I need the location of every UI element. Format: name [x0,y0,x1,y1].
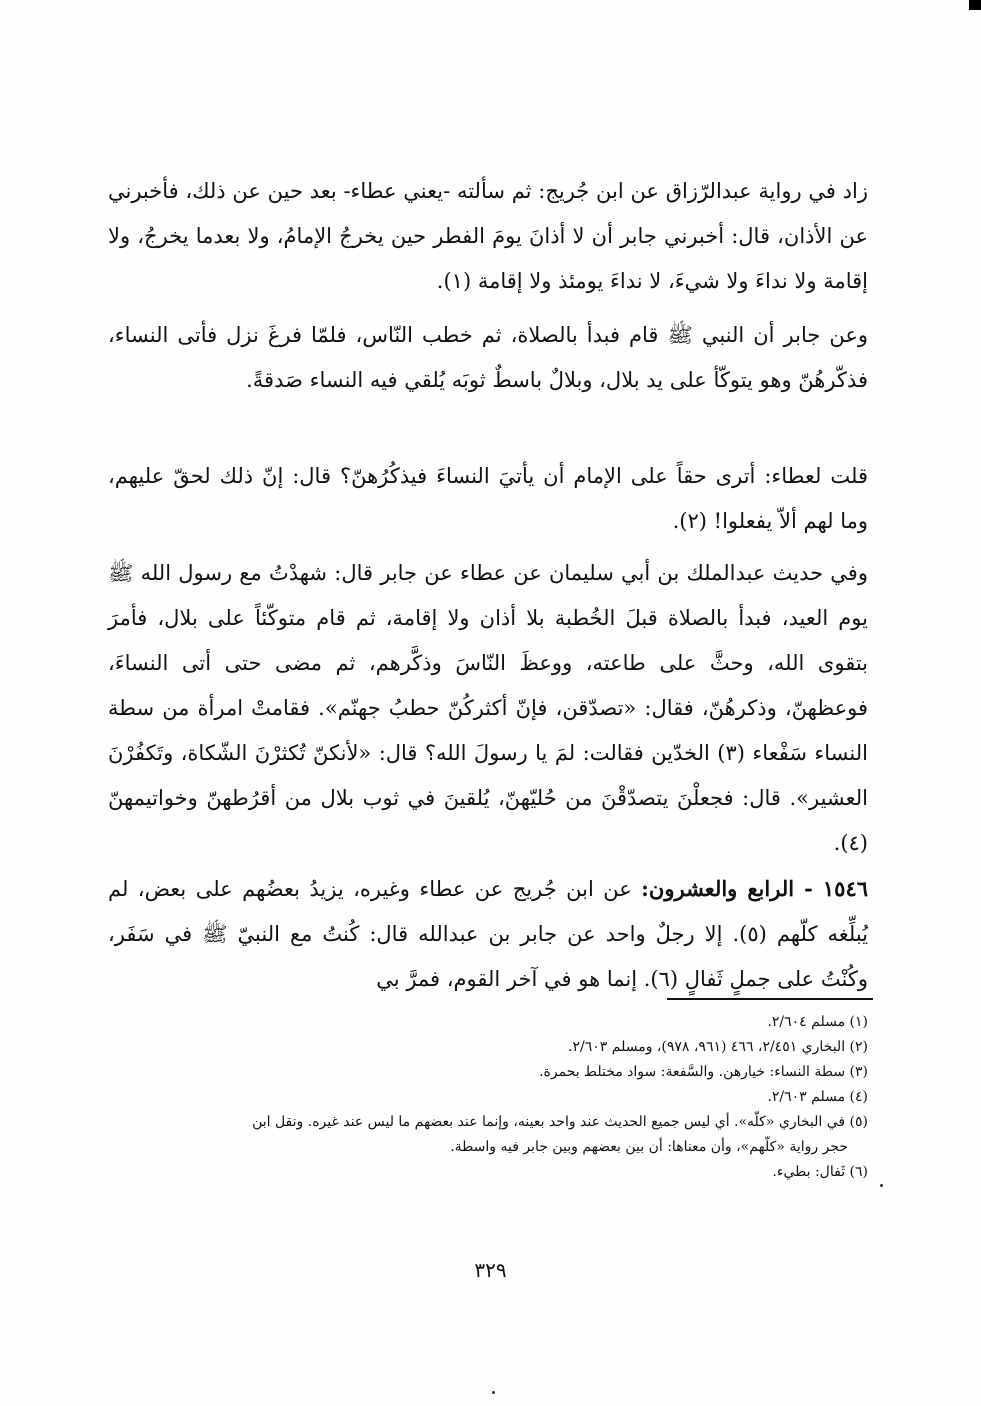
footnote-3: (٣) سطة النساء: خيارهن. والسَّفعة: سواد مختلط بحمرة. [539,1064,868,1080]
hadith-entry-1546 [108,866,868,1002]
hadith-entry-heading: ١٥٤٦ - الرابع والعشرون: [641,876,869,901]
footnote-2: (٢) البخاري ٢/٤٥١، ٤٦٦ (٩٦١، ٩٧٨)، ومسلم ٢/٦٠٣. [568,1039,868,1055]
footnote-1: (١) مسلم ٢/٦٠٤. [767,1014,868,1030]
footnote-separator [667,998,873,1000]
paragraph-2: وعن جابر أن النبي ﷺ قام فبدأ بالصلاة، ثم خطب النّاس، فلمّا فرغَ نزل فأتى النساء، فذكّرهُنّ وهو يتوكّأ على يد بلال، وبلالٌ باسطٌ ثوبَه يُلقي فيه النساء صَدقةً. [108,323,868,392]
footnote-4: (٤) مسلم ٢/٦٠٣. [767,1089,868,1105]
hadith-entry-text: عن ابن جُريج عن عطاء وغيره، يزيدُ بعضُهم على بعض، لم يُبلِّغه كلّهم (٥). إلا رجلٌ واحد عن جابر بن عبدالله قال: كُنتُ مع النبيّ ﷺ في سَفَر، وكُنْتُ على جملٍ ثَفالٍ (٦). إنما هو في آخر القوم، فمرَّ بي [108,877,868,991]
scan-corner-mark [969,0,981,10]
page-number: ٣٢٩ [474,1258,507,1282]
footnote-5-continued: حجر رواية «كلّهم»، وأن معناها: أن بين بعضهم وبين جابر فيه واسطة. [450,1139,848,1155]
paragraph-1: زاد في رواية عبدالرّزاق عن ابن جُريج: ثم سألته -يعني عطاء- بعد حين عن ذلك، فأخبرني عن الأذان، قال: أخبرني جابر أن لا أذانَ يومَ الفطر حين يخرجُ الإمامُ، ولا بعدما يخرجُ، ولا إقامة ولا نداءَ ولا شيءَ، لا نداءَ يومئذ ولا إقامة (١). [108,179,868,293]
paragraph-4: وفي حديث عبدالملك بن أبي سليمان عن عطاء عن جابر قال: شهدْتُ مع رسول الله ﷺ يوم العيد، فبدأ بالصلاة قبلَ الخُطبة بلا أذان ولا إقامة، ثم قام متوكّئاً على بلال، فأمرَ بتقوى الله، وحثَّ على طاعته، ووعظَ النّاسَ وذكَّرهم، ثم مضى حتى أتى النساءَ، فوعظهنّ، وذكرهُنّ، فقال: «تصدّقن، فإنّ أكثركُنّ حطبُ جهنّم». فقامتْ امرأة من سطة النساء سَفْعاء (٣) الخدّين فقالت: لمَ يا رسولَ الله؟ قال: «لأنكنّ تُكثرْنَ الشّكاة، وتَكفُرْنَ العشير». قال: فجعلْنَ يتصدّقْنَ من حُليّهنّ، يُلقينَ في ثوب بلال من أقرُطهنّ وخواتيمهنّ (٤). [108,561,868,855]
paragraph-3: قلت لعطاء: أترى حقاً على الإمام أن يأتيَ النساءَ فيذكُرُهنّ؟ قال: إنّ ذلك لحقّ عليهم، وما لهم ألاّ يفعلوا! (٢). [108,464,868,533]
scan-speck [880,1184,883,1187]
footnote-5: (٥) في البخاري «كلّه». أي ليس جميع الحديث عند واحد بعينه، وإنما عند بعضهم ما ليس عند غيره. ونقل ابن [252,1114,868,1130]
footnote-6: (٦) ثَفال: بطيء. [772,1164,868,1180]
scan-speck [492,1391,495,1394]
footnotes [108,1010,868,1185]
